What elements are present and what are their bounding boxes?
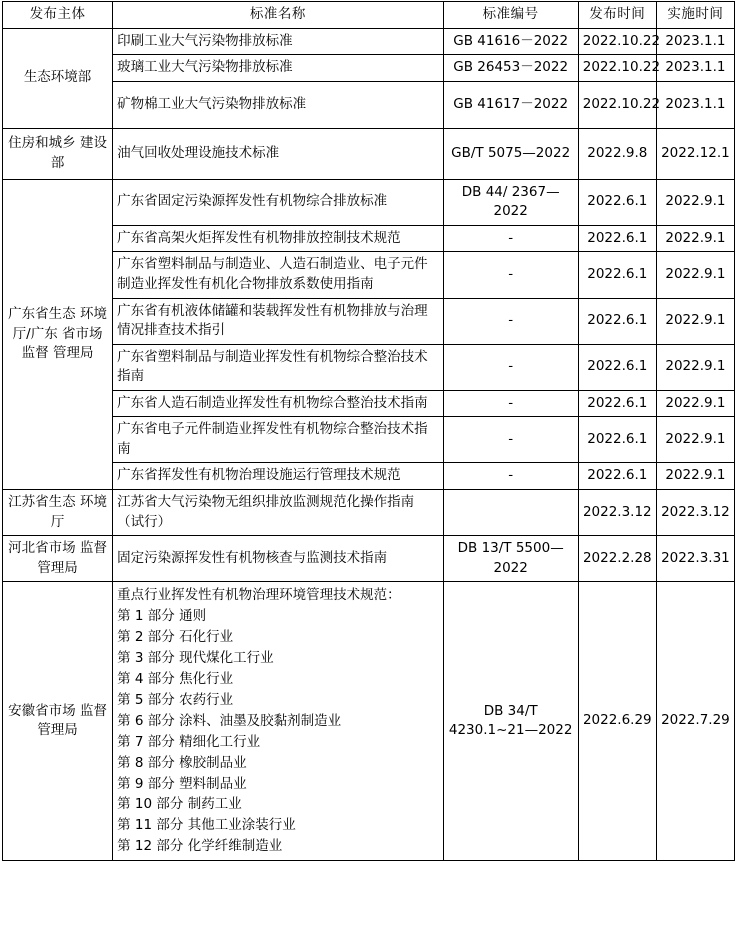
standard-code-cell	[443, 582, 578, 861]
effective-date-cell: 2022.3.12	[656, 490, 734, 536]
published-date-cell: 2022.6.1	[578, 252, 656, 298]
published-date-cell: 2022.3.12	[578, 490, 656, 536]
standard-name-cell: 广东省塑料制品与制造业挥发性有机物综合整治技术指南	[113, 344, 443, 390]
table-header-row	[3, 2, 735, 29]
issuer-cell-hebei	[3, 536, 113, 582]
standard-code-cell: -	[443, 463, 578, 490]
published-date-cell: 2022.9.8	[578, 128, 656, 179]
published-date-cell: 2022.6.1	[578, 417, 656, 463]
issuer-line: 住房和城乡	[8, 135, 76, 152]
standard-code-cell: -	[443, 252, 578, 298]
standard-code-cell: GB 41616－2022	[443, 28, 578, 55]
column-header-published-date: 发布时间	[578, 2, 656, 29]
column-header-issuer: 发布主体	[3, 2, 113, 29]
effective-date-cell: 2023.1.1	[656, 28, 734, 55]
effective-date-cell: 2022.9.1	[656, 390, 734, 417]
issuer-cell-anhui	[3, 582, 113, 861]
standard-code-cell: -	[443, 225, 578, 252]
published-date-cell: 2022.10.22	[578, 55, 656, 82]
effective-date-cell: 2022.3.31	[656, 536, 734, 582]
published-date-cell: 2022.6.1	[578, 298, 656, 344]
table-row	[3, 536, 735, 582]
issuer-cell-guangdong	[3, 179, 113, 489]
standard-name-line: 第 4 部分 焦化行业	[117, 670, 234, 687]
standard-name-line: 第 5 部分 农药行业	[117, 691, 234, 708]
issuer-line: 江苏省生态	[8, 494, 76, 510]
issuer-cell-mohurd	[3, 128, 113, 179]
table-row	[3, 225, 735, 252]
issuer-line: 广东省生态	[8, 306, 76, 322]
effective-date-cell: 2023.1.1	[656, 55, 734, 82]
standard-name-line: 第 11 部分 其他工业涂装行业	[117, 817, 296, 834]
effective-date-cell: 2022.9.1	[656, 179, 734, 225]
issuer-cell-jiangsu	[3, 490, 113, 536]
published-date-cell: 2022.6.1	[578, 179, 656, 225]
issuer-line: 建设部	[50, 135, 107, 171]
published-date-cell: 2022.6.29	[578, 582, 656, 861]
table-row	[3, 81, 735, 128]
table-row	[3, 128, 735, 179]
standard-code-line: 4230.1~21—2022	[448, 722, 573, 739]
standard-code-cell: -	[443, 390, 578, 417]
standard-code-cell: -	[443, 344, 578, 390]
column-header-standard-code: 标准编号	[443, 2, 578, 29]
issuer-line: 环境厅	[50, 494, 107, 530]
issuer-line: 管理局	[52, 345, 94, 362]
standard-name-line: 第 10 部分 制药工业	[117, 796, 242, 813]
effective-date-cell: 2022.9.1	[656, 463, 734, 490]
published-date-cell: 2022.2.28	[578, 536, 656, 582]
standard-name-line: 第 2 部分 石化行业	[117, 629, 234, 646]
issuer-line: 环境厅/广东	[12, 306, 107, 342]
column-header-standard-name: 标准名称	[113, 2, 443, 29]
standard-name-cell: 油气回收处理设施技术标准	[113, 128, 443, 179]
standard-name-line: 重点行业挥发性有机物治理环境管理技术规范：	[117, 587, 401, 604]
issuer-line: 监督管理局	[37, 702, 107, 739]
standard-name-line: 第 7 部分 精细化工行业	[117, 733, 261, 750]
standard-code-cell: -	[443, 298, 578, 344]
effective-date-cell: 2022.9.1	[656, 344, 734, 390]
published-date-cell: 2022.6.1	[578, 463, 656, 490]
table-row	[3, 390, 735, 417]
table-row	[3, 582, 735, 861]
standard-name-cell: 广东省挥发性有机物治理设施运行管理技术规范	[113, 463, 443, 490]
standard-name-cell: 玻璃工业大气污染物排放标准	[113, 55, 443, 82]
standard-name-lines	[117, 585, 438, 857]
effective-date-cell: 2022.9.1	[656, 252, 734, 298]
standard-name-cell: 广东省高架火炬挥发性有机物排放控制技术规范	[113, 225, 443, 252]
standards-table-container	[0, 1, 736, 861]
standard-name-cell: 印刷工业大气污染物排放标准	[113, 28, 443, 55]
effective-date-cell: 2022.9.1	[656, 298, 734, 344]
published-date-cell: 2022.10.22	[578, 81, 656, 128]
standard-name-cell: 矿物棉工业大气污染物排放标准	[113, 81, 443, 128]
table-row	[3, 490, 735, 536]
standard-name-cell: 广东省电子元件制造业挥发性有机物综合整治技术指南	[113, 417, 443, 463]
effective-date-cell: 2023.1.1	[656, 81, 734, 128]
issuer-line: 省市场监督	[21, 325, 103, 362]
standard-name-cell: 固定污染源挥发性有机物核查与监测技术指南	[113, 536, 443, 582]
effective-date-cell: 2022.7.29	[656, 582, 734, 861]
standard-name-line: 第 12 部分 化学纤维制造业	[117, 838, 283, 855]
standard-name-line: 第 1 部分 通则	[117, 608, 207, 625]
issuer-line: 安徽省市场	[8, 702, 76, 719]
standard-name-cell: 广东省人造石制造业挥发性有机物综合整治技术指南	[113, 390, 443, 417]
published-date-cell: 2022.6.1	[578, 225, 656, 252]
column-header-effective-date: 实施时间	[656, 2, 734, 29]
published-date-cell: 2022.10.22	[578, 28, 656, 55]
standard-name-line: 第 3 部分 现代煤化工行业	[117, 650, 274, 667]
standard-name-cell: 江苏省大气污染物无组织排放监测规范化操作指南（试行）	[113, 490, 443, 536]
issuer-line: 河北省市场	[8, 540, 76, 557]
standard-code-cell: GB 41617－2022	[443, 81, 578, 128]
standard-code-cell: DB 44/ 2367—2022	[443, 179, 578, 225]
published-date-cell: 2022.6.1	[578, 344, 656, 390]
standard-code-cell: GB 26453－2022	[443, 55, 578, 82]
standards-table	[2, 1, 735, 861]
table-row	[3, 179, 735, 225]
standard-name-cell: 广东省塑料制品与制造业、人造石制造业、电子元件制造业挥发性有机化合物排放系数使用指南	[113, 252, 443, 298]
table-row	[3, 298, 735, 344]
table-row	[3, 28, 735, 55]
standard-code-line: DB 34/T	[483, 702, 538, 719]
standard-code-cell	[443, 490, 578, 536]
published-date-cell: 2022.6.1	[578, 390, 656, 417]
effective-date-cell: 2022.9.1	[656, 225, 734, 252]
standard-code-cell: GB/T 5075—2022	[443, 128, 578, 179]
table-row	[3, 417, 735, 463]
table-row	[3, 463, 735, 490]
standard-name-cell: 广东省有机液体储罐和装载挥发性有机物排放与治理情况排查技术指引	[113, 298, 443, 344]
standard-name-line: 第 6 部分 涂料、油墨及胶黏剂制造业	[117, 712, 342, 729]
issuer-line: 监督管理局	[37, 540, 107, 576]
standard-code-cell: DB 13/T 5500—2022	[443, 536, 578, 582]
table-row	[3, 252, 735, 298]
standard-code-cell: -	[443, 417, 578, 463]
standard-name-cell: 广东省固定污染源挥发性有机物综合排放标准	[113, 179, 443, 225]
issuer-cell-mee: 生态环境部	[3, 28, 113, 128]
effective-date-cell: 2022.9.1	[656, 417, 734, 463]
table-row	[3, 344, 735, 390]
table-row	[3, 55, 735, 82]
effective-date-cell: 2022.12.1	[656, 128, 734, 179]
standard-name-cell	[113, 582, 443, 861]
standard-name-line: 第 8 部分 橡胶制品业	[117, 754, 247, 771]
standard-name-line: 第 9 部分 塑料制品业	[117, 775, 247, 792]
